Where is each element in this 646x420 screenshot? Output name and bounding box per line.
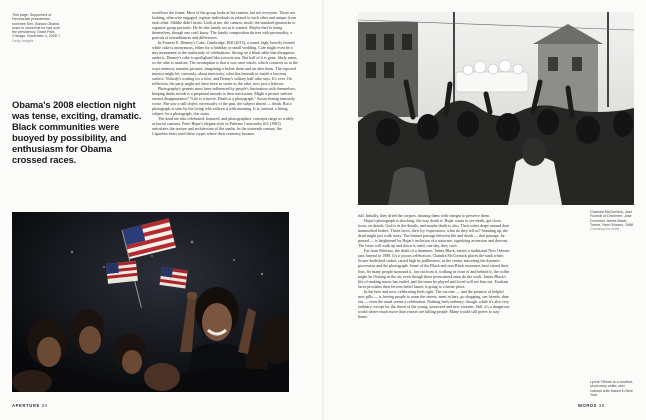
footer-left — [12, 403, 47, 408]
caption-left — [12, 13, 64, 43]
caption-right-bottom-text: Lynne Tillman is a novelist, short-story writer, and cultural critic based in New York. — [590, 380, 633, 397]
footer-right — [578, 403, 605, 408]
left-paragraph: overflows the frame. Most of the group looks at his camera, but not everyone. Those not looking, otherwise engaged, register individuals as related to each other and unique from each other. Siblike didn't insist. Look at me, the camera, smile, the standard gimmicks to organize group portraits. He let this family act as it wanted. Maybe they're being themselves, though one can't know. The family composition thrives with personality, a portrait of resemblances and differences. — [152, 10, 296, 41]
caption-right-top — [590, 210, 636, 231]
right-paragraph: Far from Palermo, the death of a drummer, James Black, merits a traditional New Orleans jazz funeral in 1988. It's a joyous celebration. Chandra McCormick places the stark white, flower-bedecked casket, raised high by pallbearers, in the center, mirroring the dynamic procession and the photograph. Some of the Black and non-Black mourners have raised their fists. So many people surround it, fan out from it, walking in front of and behind it, the coffin might be floating in the air, even though three pronounced arms do the work. James Black's life of making music has ended, and the tunes he played and loved will see him out. Exultant faces proclaim their fervent belief James is going to a better place. — [358, 248, 510, 289]
page-gutter — [322, 0, 324, 420]
caption-right-top-text: Chandra McCormick, Jazz Funeral of Drummer, Jose Drummer James Black, Treme, New Orleans, 1988 — [590, 210, 634, 227]
caption-right-bottom — [590, 380, 636, 397]
caption-left-credit: © Getty Images — [12, 34, 61, 43]
right-text-column — [358, 213, 510, 403]
left-paragraph: The dead are also celebrated, honored, and photographers' concepts range as widely as burial customs. Peter Hujar's elegant style in Palermo Catacombs #11 (1963) articulates the texture and architecture of the tombs. In the sixteenth century, the Capuchin friars used these crypts where their cemetery became — [152, 115, 294, 137]
left-paragraph: In Frances E. Denney's Cake, Cambridge, Hill (2013), a round, high, heavily frosted white cake is anonymous, either for a birthday or small wedding. Cafe might even be a tiny monument to the uniformity of celebrations. Sitting on a black table that disappears under it, Denney's cake is spotlighted like a movie star. But half of it is gone, likely eaten, so the cake is unalone. The assumption is that it was once whole, which connects us to the ways memory narrates pictures, imagining a before them and an after them. The exposed interior might be, curiously, about interiority, what lies beneath or inside a luscious surface. Nobody's waiting for a slice, and Denny's solitary half cake says, It's over. On reflection, the party might not have been as sweet as the cake, now just a leftover. — [152, 40, 298, 86]
left-paragraph: Photography's genesis must have influenced by people's fascination with themselves; keeping death avoids is a perpetual inroads to their narcissism. Might a picture subvert eternal disappearance? "Life is a movie. Death is a photograph," Susan Sontag famously wrote. She saw a still object, necessarily of the past, the subject absent — death. But a photograph is seen by the living who enliven it with meaning. It is, instead, a fitting subject for a photograph, this stasis. — [152, 85, 296, 116]
footer-left-label: APERTURE — [12, 403, 40, 408]
right-paragraph: Hujar's photograph is shocking, the way death is. Hujar wants to see death, get close, focus on details. God is in the details, and maybe death is also. Their robes drape around their mummified bodies. Those faces, their icy expressions, what do they tell us? Standing up, the dead might just walk away. The liminal passage between life and death — that passage, be passed — is heightened by Hujar's inclusion of a staircase, signifying ascension and descent. The friars will walk up and down it, until, one day, they can't. — [358, 218, 510, 249]
election-crowd-photo — [12, 212, 289, 392]
left-text-column — [152, 10, 298, 210]
jazz-funeral-photo — [358, 12, 634, 205]
footer-left-page-number: 34 — [41, 403, 48, 408]
caption-right-top-credit: Courtesy the artist — [590, 227, 620, 232]
right-paragraph: full. Initially, they dried the corpses, dousing them with vinegar to preserve them. — [358, 213, 490, 218]
footer-right-label: WORDS — [578, 403, 598, 408]
footer-right-page-number: 35 — [598, 403, 605, 408]
right-paragraph: In the here and now, celebrating feels right. The vaccine — and the promise of helpful new pills — is freeing people to roam the streets, meet in bars, go shopping, see friends, dine out — even the usual seems a celebration. Nothing feels ordinary, though, while it's also very ordinary, except for the threat of the young, unvaxxed and new variants. Still, it's a dangerous world where much more than viruses are killing people. Many would still prefer to stay home. — [358, 288, 510, 319]
pull-quote: Obama's 2008 election night was tense, exciting, dramatic. Black communities were buoyed by possibility, and enthusiasm for Obama crossed races. — [12, 99, 142, 165]
caption-left-text: This page: Supporters of Democratic presidential nominee Sen. Barack Obama react to news that he has won the presidency, Grant Park, Chicago, November 4, 2008 — [12, 13, 60, 39]
